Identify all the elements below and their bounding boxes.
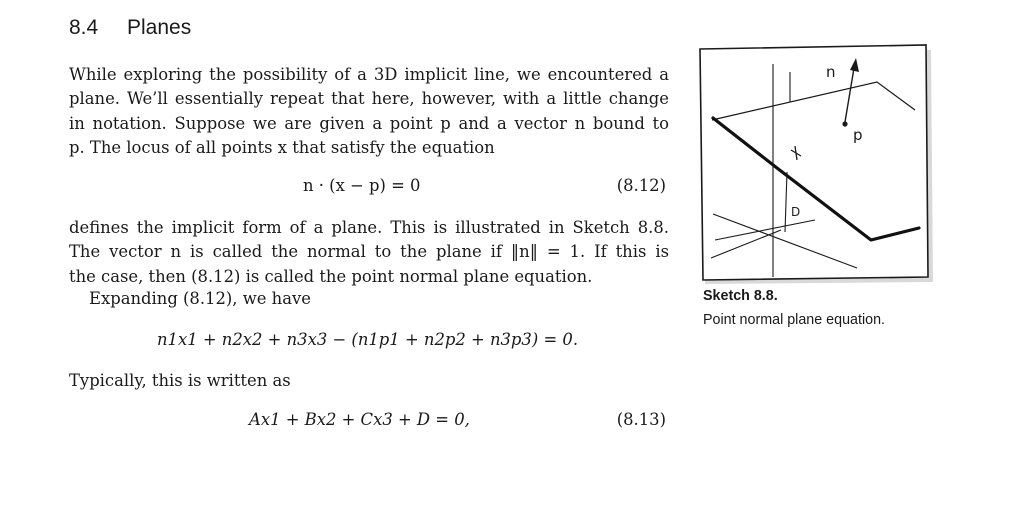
equation-number-8-12: (8.12): [616, 176, 666, 195]
section-title: Planes: [127, 16, 192, 39]
text-line: plane. We’ll essentially repeat that here, however, with a little change: [69, 89, 669, 109]
sketch-caption-text: Point normal plane equation.: [703, 312, 886, 328]
label-d: D: [791, 205, 801, 219]
text-line: The vector n is called the normal to the plane if ‖n‖ = 1. If this is: [69, 242, 669, 262]
text-line: While exploring the possibility of a 3D implicit line, we encountered a: [69, 65, 669, 84]
sketch-8-8-figure: [697, 42, 933, 286]
equation-8-12: n · (x − p) = 0: [303, 176, 421, 195]
equation-8-13: Ax1 + Bx2 + Cx3 + D = 0,: [249, 410, 470, 429]
paragraph-definition: [69, 216, 669, 289]
sketch-caption-title: Sketch 8.8.: [703, 288, 778, 304]
text-line: defines the implicit form of a plane. This is illustrated in Sketch 8.8.: [69, 218, 669, 237]
text-line: the case, then (8.12) is called the point normal plane equation.: [69, 266, 593, 286]
text-line: in notation. Suppose we are given a point p and a vector n bound to: [69, 113, 669, 133]
paragraph-expanding: [89, 287, 669, 311]
equation-number-8-13: (8.13): [616, 410, 666, 429]
sketch-frame: [700, 45, 928, 280]
point-p-dot: [842, 121, 847, 126]
text-line: Typically, this is written as: [69, 371, 291, 390]
text-line: p. The locus of all points x that satisfy the equation: [69, 137, 495, 157]
text-line: Expanding (8.12), we have: [89, 289, 311, 308]
equation-expanded: n1x1 + n2x2 + n3x3 − (n1p1 + n2p2 + n3p3) = 0.: [157, 330, 579, 349]
label-n: n: [826, 63, 836, 81]
paragraph-typically: [69, 369, 669, 393]
label-p: p: [853, 126, 863, 144]
section-number: 8.4: [69, 16, 99, 39]
section-heading: [69, 16, 191, 40]
paragraph-intro: [69, 63, 669, 160]
